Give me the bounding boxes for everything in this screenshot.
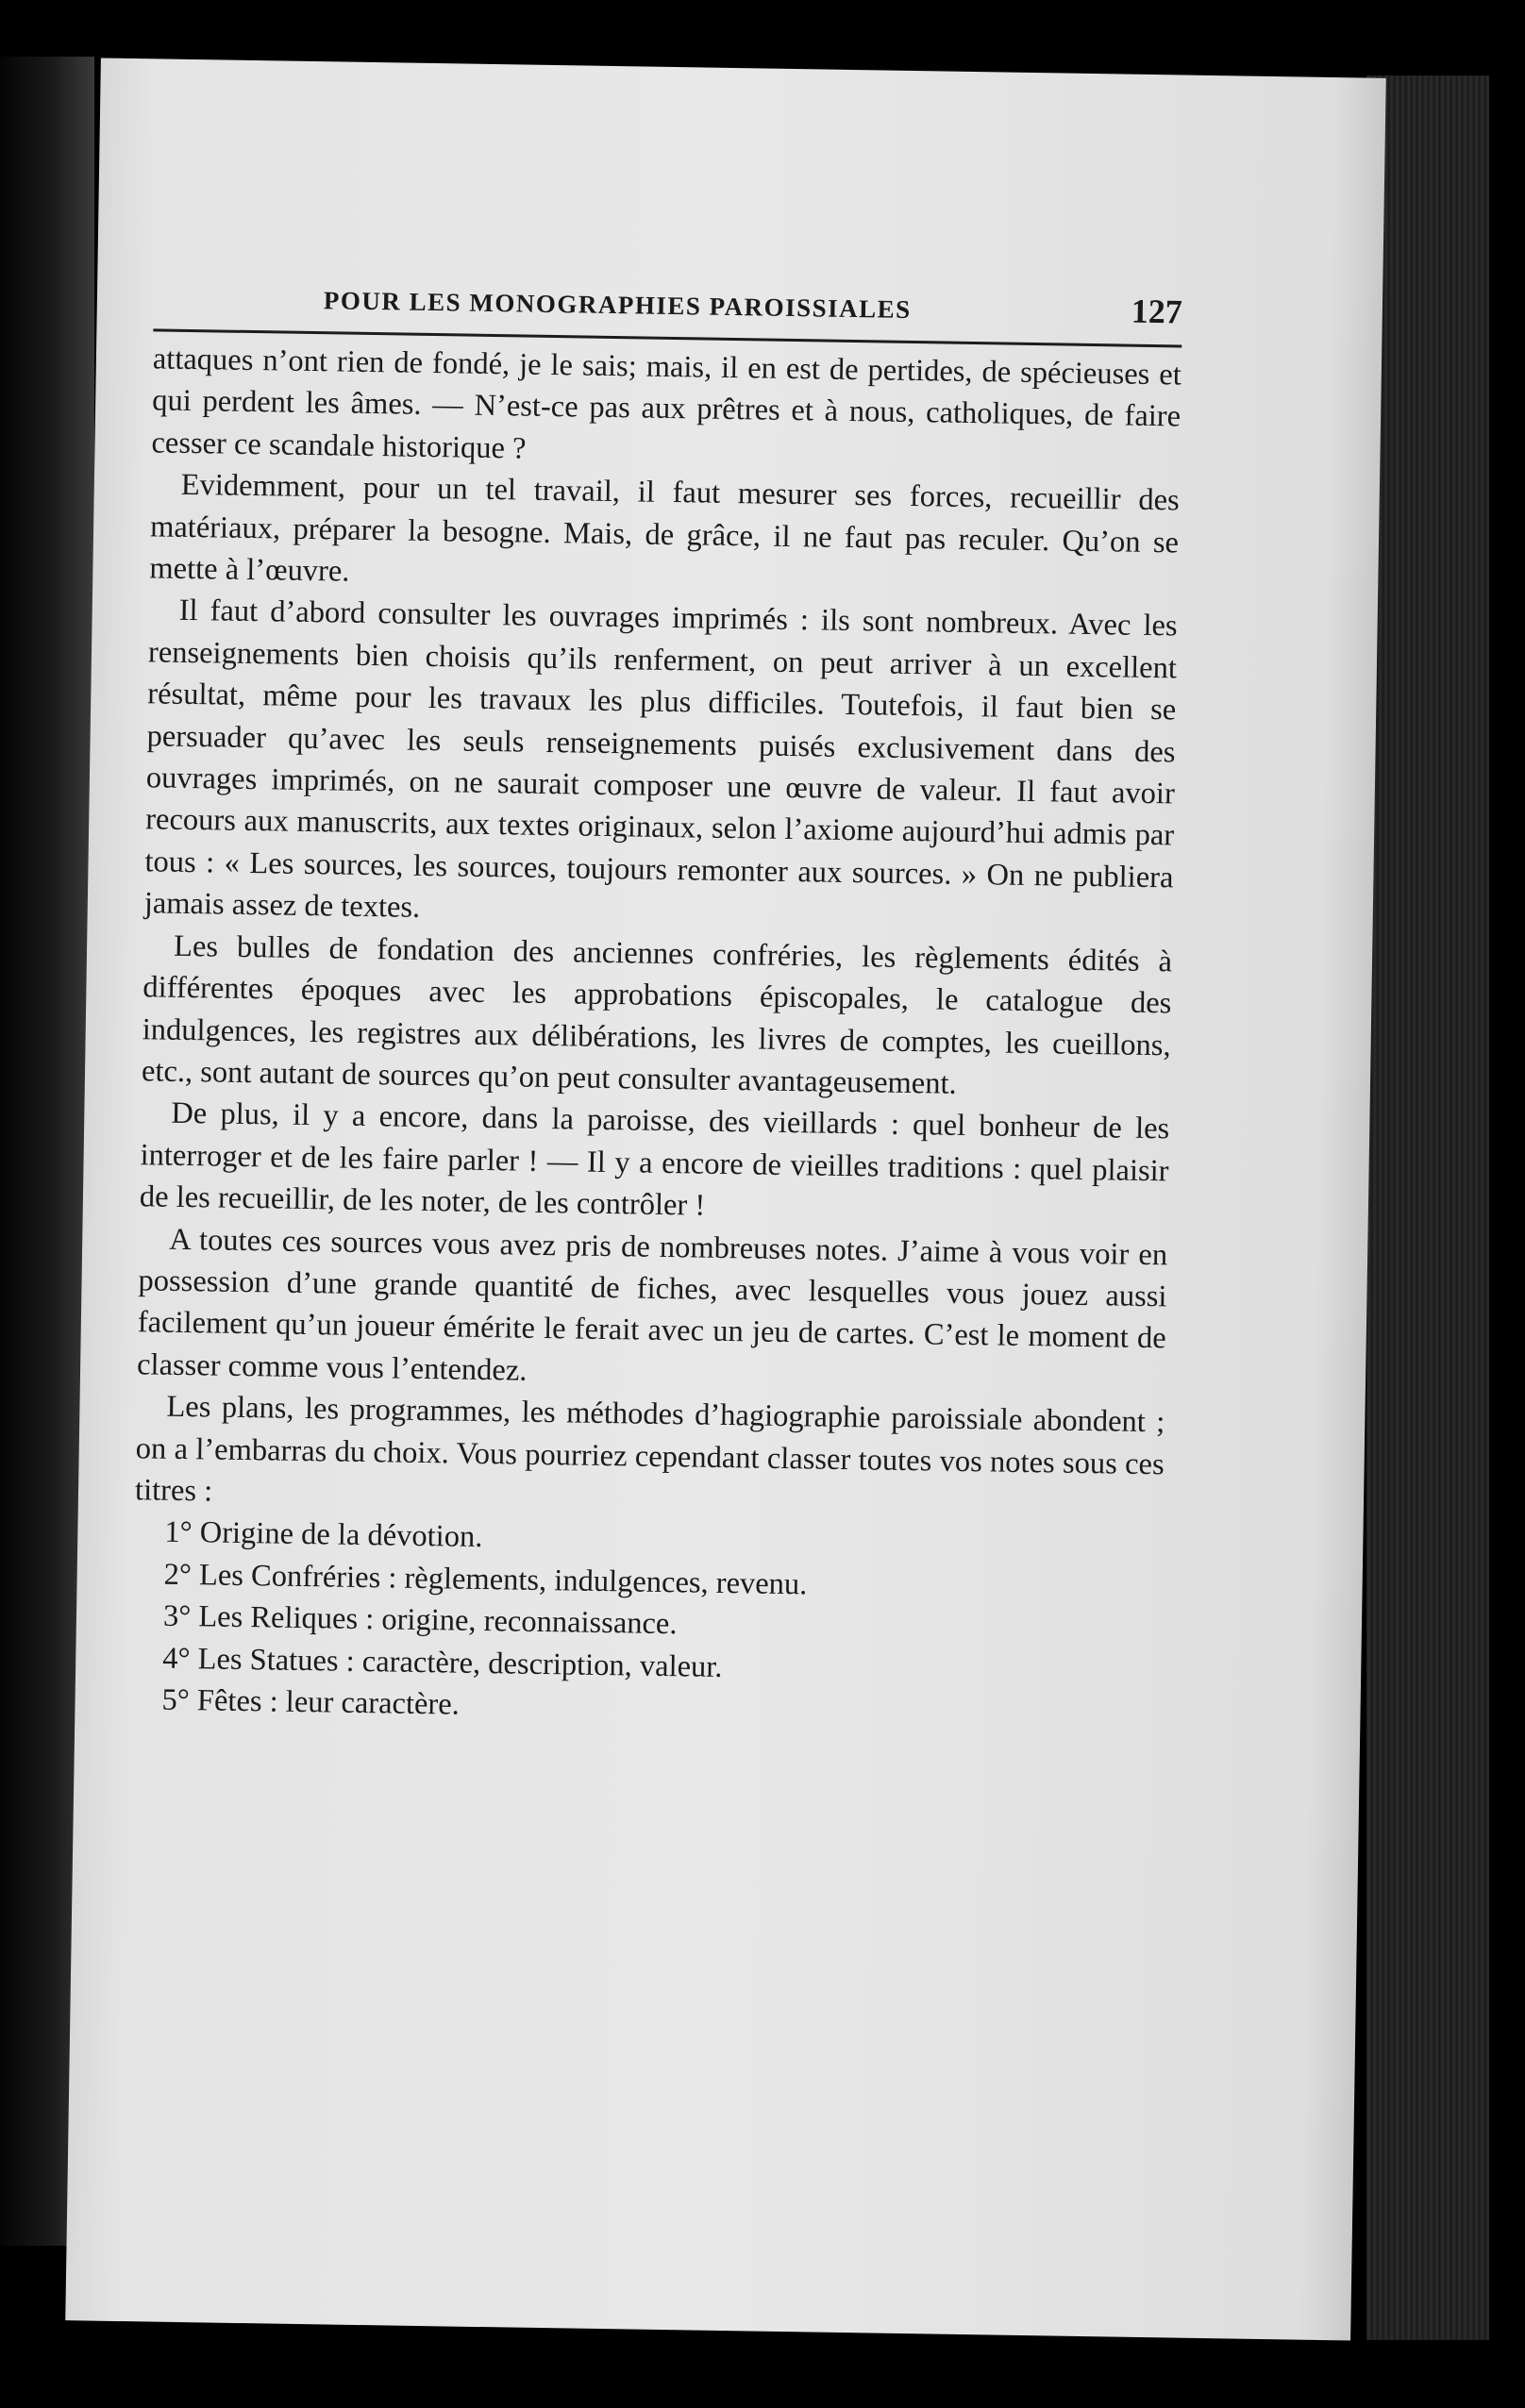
- page-stack-edge: [1366, 75, 1489, 2340]
- page-header: [153, 276, 1182, 347]
- page-number: 127: [1131, 292, 1183, 331]
- paragraph-6: A toutes ces sources vous avez pris de nombreuses notes. J’aime à vous voir en possession d’une grande quantité de fiches, avec lesquelles vous jouez aussi facilement qu’un joueur émérite le ferait avec un jeu de cartes. C’est le moment de classer comme vous l’entendez.: [136, 1222, 1168, 1388]
- list-item-2: 2° Les Confréries : règlements, indulgences, revenu.: [163, 1557, 808, 1602]
- list-item-4: 4° Les Statues : caractère, description, valeur.: [162, 1641, 723, 1684]
- body-text: [131, 338, 1181, 1736]
- list-item-1: 1° Origine de la dévotion.: [164, 1515, 483, 1555]
- paragraph-4: Les bulles de fondation des anciennes confréries, les règlements édités à différentes époques avec les approbations épiscopales, le catalogue des indulgences, les registres aux délibérations, les livres de comptes, les cueillons, etc., sont autant de sources qu’on peut consulter avantageusement.: [141, 928, 1173, 1101]
- paragraph-1: attaques n’ont rien de fondé, je le sais; mais, il en est de pertides, de spécieuses et qui perdent les âmes. — N’est-ce pas aux prêtres et à nous, catholiques, de faire cesser ce scandale historique ?: [151, 342, 1182, 466]
- paragraph-7: Les plans, les programmes, les méthodes d’hagiographie paroissiale abondent ; on a l’embarras du choix. Vous pourriez cependant classer toutes vos notes sous ces titres :: [134, 1389, 1165, 1509]
- book-page: [65, 58, 1385, 2340]
- paragraph-3: Il faut d’abord consulter les ouvrages imprimés : ils sont nombreux. Avec les renseignements bien choisis qu’ils renferment, on peut arriver à un excellent résultat, même pour les travaux les plus difficiles. Toutefois, il faut bien se persuader qu’avec les seuls renseignements puisés exclusivement dans des ouvrages imprimés, on ne saurait composer une œuvre de valeur. Il faut avoir recours aux manuscrits, aux textes originaux, selon l’axiome aujourd’hui admis par tous : « Les sources, les sources, toujours remonter aux sources. » On ne publiera jamais assez de textes.: [143, 594, 1178, 926]
- list-item-5: 5° Fêtes : leur caractère.: [161, 1682, 461, 1722]
- running-head: POUR LES MONOGRAPHIES PAROISSIALES: [323, 286, 912, 324]
- paragraph-5: De plus, il y a encore, dans la paroisse, des vieillards : quel bonheur de les interroger et de les faire parler ! — Il y a encore de vieilles traditions : quel plaisir de les recueillir, de les noter, de les contrôler !: [139, 1096, 1170, 1223]
- paragraph-2: Evidemment, pour un tel travail, il faut mesurer ses forces, recueillir des matériaux, préparer la besogne. Mais, de grâce, il ne faut pas reculer. Qu’on se mette à l’œuvre.: [149, 468, 1180, 589]
- list-item-3: 3° Les Reliques : origine, reconnaissance.: [162, 1598, 678, 1642]
